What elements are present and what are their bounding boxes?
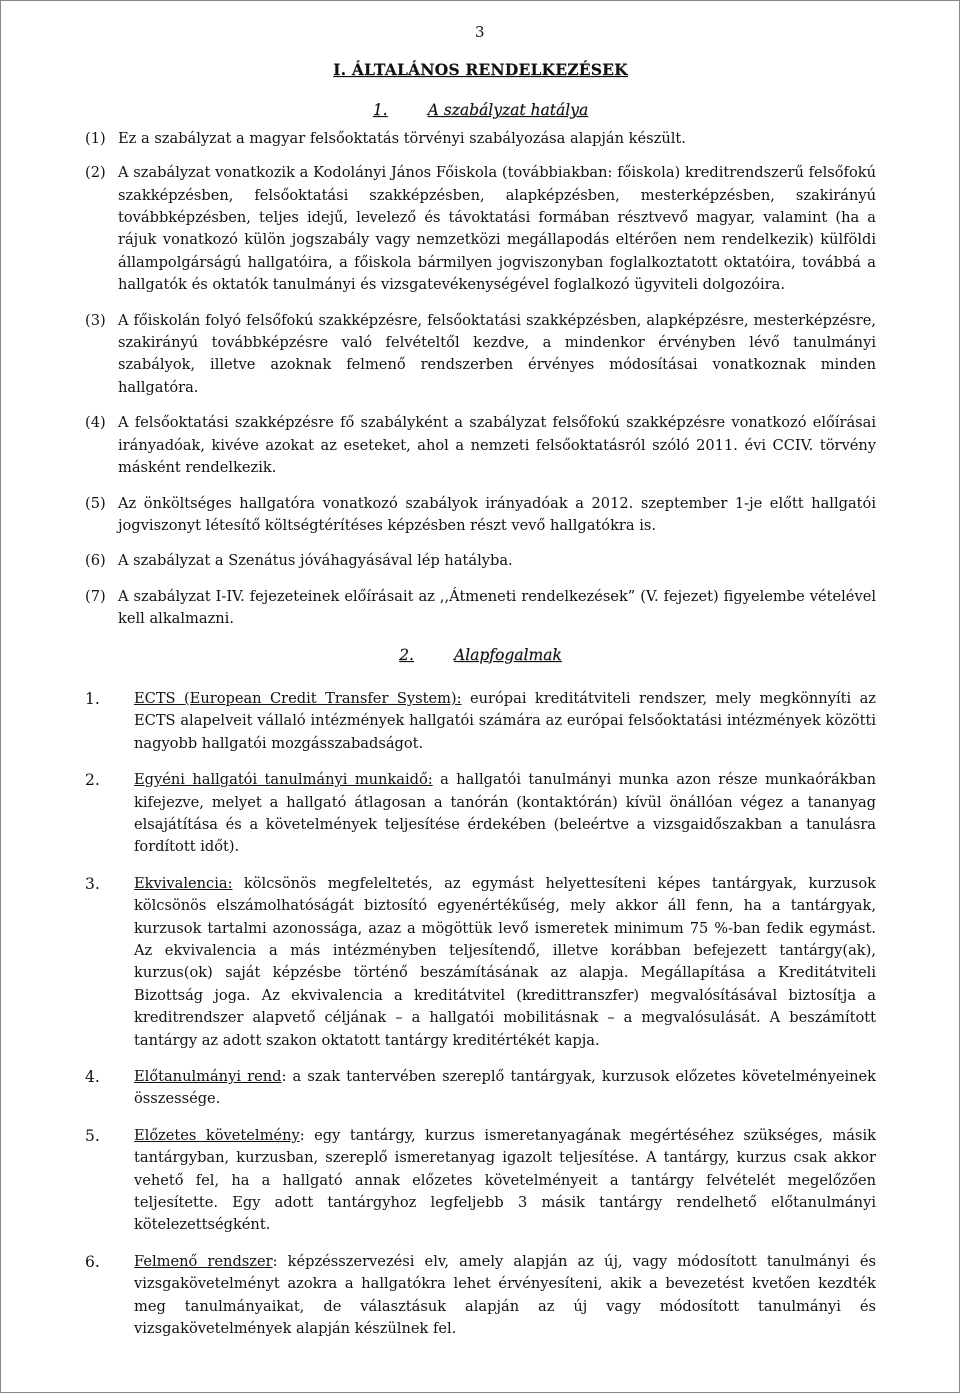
page-number: 3: [475, 23, 485, 41]
definition-number: 4.: [85, 1068, 100, 1087]
paragraph-text: Az önköltséges hallgatóra vonatkozó szabályok irányadóak a 2012. szeptember 1-je előtt hallgatói jogviszonyt létesítő költségtérítéses képzésben részt vevő hallgatókra is.: [118, 494, 876, 534]
definition-body: [134, 1125, 876, 1237]
paragraph: [85, 128, 876, 150]
paragraph-number: (3): [85, 311, 106, 329]
definition-term: Ekvivalencia:: [134, 874, 233, 892]
definition-item: [85, 769, 876, 859]
section-heading-definitions: [85, 644, 876, 666]
definition-number: 6.: [85, 1252, 100, 1271]
paragraph-number: (1): [85, 129, 106, 147]
definition-term: Egyéni hallgatói tanulmányi munkaidő:: [134, 771, 433, 789]
definition-text: kölcsönös megfeleltetés, az egymást helyettesíteni képes tantárgyak, kurzusok kölcsönös elszámolhatóságát biztosító egyenértékűség, mely akkor áll fenn, ha a tantárgyak, kurzusok tartalmi azonossága, azaz a mögöttük levő ismeretek minimum 75 %-ban fedik egymást. Az ekvivalencia a más intézményben teljesítendő, illetve korábban befejezett tantárgy(ak), kurzus(ok) saját képzésbe történő beszámításának az alapja. Megállapítása a Kreditátviteli Bizottság joga. Az ekvivalencia a kreditátvitel (kredittranszfer) megvalósításával biztosítja a kreditrendszer alapvető céljának – a hallgatói mobilitásnak – a megvalósulását. A beszámított tantárgy az adott szakon oktatott tantárgy kreditértékét kapja.: [134, 874, 876, 1049]
definition-number: 3.: [85, 874, 100, 893]
paragraph: [85, 412, 876, 479]
chapter-title: I. ÁLTALÁNOS RENDELKEZÉSEK: [333, 60, 628, 79]
paragraph-number: (6): [85, 552, 106, 570]
paragraph-number: (7): [85, 587, 106, 605]
definition-text: : a szak tantervében szereplő tantárgyak, kurzusok előzetes követelményeinek összessége.: [134, 1068, 877, 1108]
paragraph-number: (4): [85, 414, 106, 432]
definition-text: : egy tantárgy, kurzus ismeretanyagának megértéséhez szükséges, másik tantárgyban, kurzusban, szereplő ismeretanyag igazolt teljesítése. A tantárgy, kurzus csak akkor vehető fel, ha a hallgató annak előzetes követelményeit a tantárgy felvételét megelőzően teljesítette. Egy adott tantárgyhoz legfeljebb 3 másik tantárgy rendelhető előtanulmányi kötelezettségként.: [134, 1126, 877, 1234]
definition-text: : képzésszervezési elv, amely alapján az új, vagy módosított tanulmányi és vizsgakövetelményt azokra a hallgatókra lehet érvényesíteni, akik a bevezetést kvetően kezdték meg tanulmányaikat, de választásuk alapján az új vagy módosított tanulmányi és vizsgakövetelmények alapján készülnek fel.: [134, 1252, 876, 1338]
paragraph-number: (2): [85, 164, 106, 182]
paragraph-text: Ez a szabályzat a magyar felsőoktatás törvényi szabályozása alapján készült.: [118, 129, 686, 147]
definition-term: Előtanulmányi rend: [134, 1068, 282, 1086]
paragraph-text: A felsőoktatási szakképzésre fő szabályként a szabályzat felsőfokú szakképzésre vonatkozó előírásai irányadóak, kivéve azokat az eseteket, ahol a nemzeti felsőoktatásról szóló 2011. évi CCIV. törvény másként rendelkezik.: [118, 414, 876, 477]
definition-item: [85, 688, 876, 755]
paragraph-text: A szabályzat a Szenátus jóváhagyásával lép hatályba.: [118, 552, 513, 570]
section-number: 1.: [372, 101, 388, 120]
definition-item: [85, 873, 876, 1052]
definition-body: [134, 1251, 876, 1341]
definition-body: [134, 873, 876, 1052]
definition-body: [134, 769, 876, 859]
definition-number: 5.: [85, 1126, 100, 1145]
definition-body: [134, 1066, 876, 1111]
definition-term: Előzetes követelmény: [134, 1126, 300, 1144]
section-heading-scope: [85, 99, 876, 121]
definition-text: európai kreditátviteli rendszer, mely megkönnyíti az ECTS alapelveit vállaló intézmények hallgatói számára az európai felsőoktatási intézmények közötti nagyobb hallgatói mozgásszabadságot.: [134, 689, 876, 752]
paragraph: [85, 310, 876, 400]
definition-text: a hallgatói tanulmányi munka azon része munkaórákban kifejezve, melyet a hallgató átlagosan a tanórán (kontaktórán) kívül önállóan végez a tananyag elsajátítása és a követelmények teljesítése érdekében (beleértve a vizsgaidőszakban a tanulásra fordított időt).: [134, 771, 876, 856]
paragraph-number: (5): [85, 494, 106, 512]
definition-term: Felmenő rendszer: [134, 1252, 273, 1270]
definition-number: 1.: [85, 689, 100, 708]
paragraph: [85, 162, 876, 296]
definition-item: [85, 1066, 876, 1111]
paragraph: [85, 586, 876, 631]
paragraph: [85, 493, 876, 538]
definition-item: [85, 1251, 876, 1341]
definition-item: [85, 1125, 876, 1237]
section-title: Alapfogalmak: [453, 645, 562, 664]
definition-term: ECTS (European Credit Transfer System):: [134, 689, 462, 707]
paragraph-text: A főiskolán folyó felsőfokú szakképzésre, felsőoktatási szakképzésben, alapképzésre, mesterképzésre, szakirányú továbbképzésre való felvételtől kezdve, a mindenkor érvényben lévő tanulmányi szabályok, illetve azoknak felmenő rendszerben érvényes módosításai vonatkoznak minden hallgatóra.: [118, 311, 876, 396]
definition-number: 2.: [85, 771, 100, 790]
paragraph: [85, 550, 876, 572]
paragraph-text: A szabályzat I-IV. fejezeteinek előírásait az ,,Átmeneti rendelkezések” (V. fejezet) figyelembe vételével kell alkalmazni.: [118, 587, 876, 628]
section-number: 2.: [399, 645, 414, 664]
section-title: A szabályzat hatálya: [427, 101, 589, 120]
definition-body: [134, 688, 876, 755]
paragraph-text: A szabályzat vonatkozik a Kodolányi János Főiskola (továbbiakban: főiskola) kreditrendszerű felsőfokú szakképzésben, felsőoktatási szakképzésben, alapképzésben, mesterképzésben, szakirányú továbbképzésben, teljes idejű, levelező és távoktatási formában résztvevő magyar, valamint (ha a rájuk vonatkozó külön jogszabály vagy nemzetközi megállapodás eltérően nem rendelkezik) külföldi állampolgárságú hallgatóira, a főiskola bármilyen jogviszonyban foglalkoztatott oktatóira, továbbá a hallgatók és oktatók tanulmányi és vizsgatevékenységével foglalkozó ügyviteli dolgozóira.: [118, 164, 876, 294]
document-body: [85, 59, 876, 1355]
